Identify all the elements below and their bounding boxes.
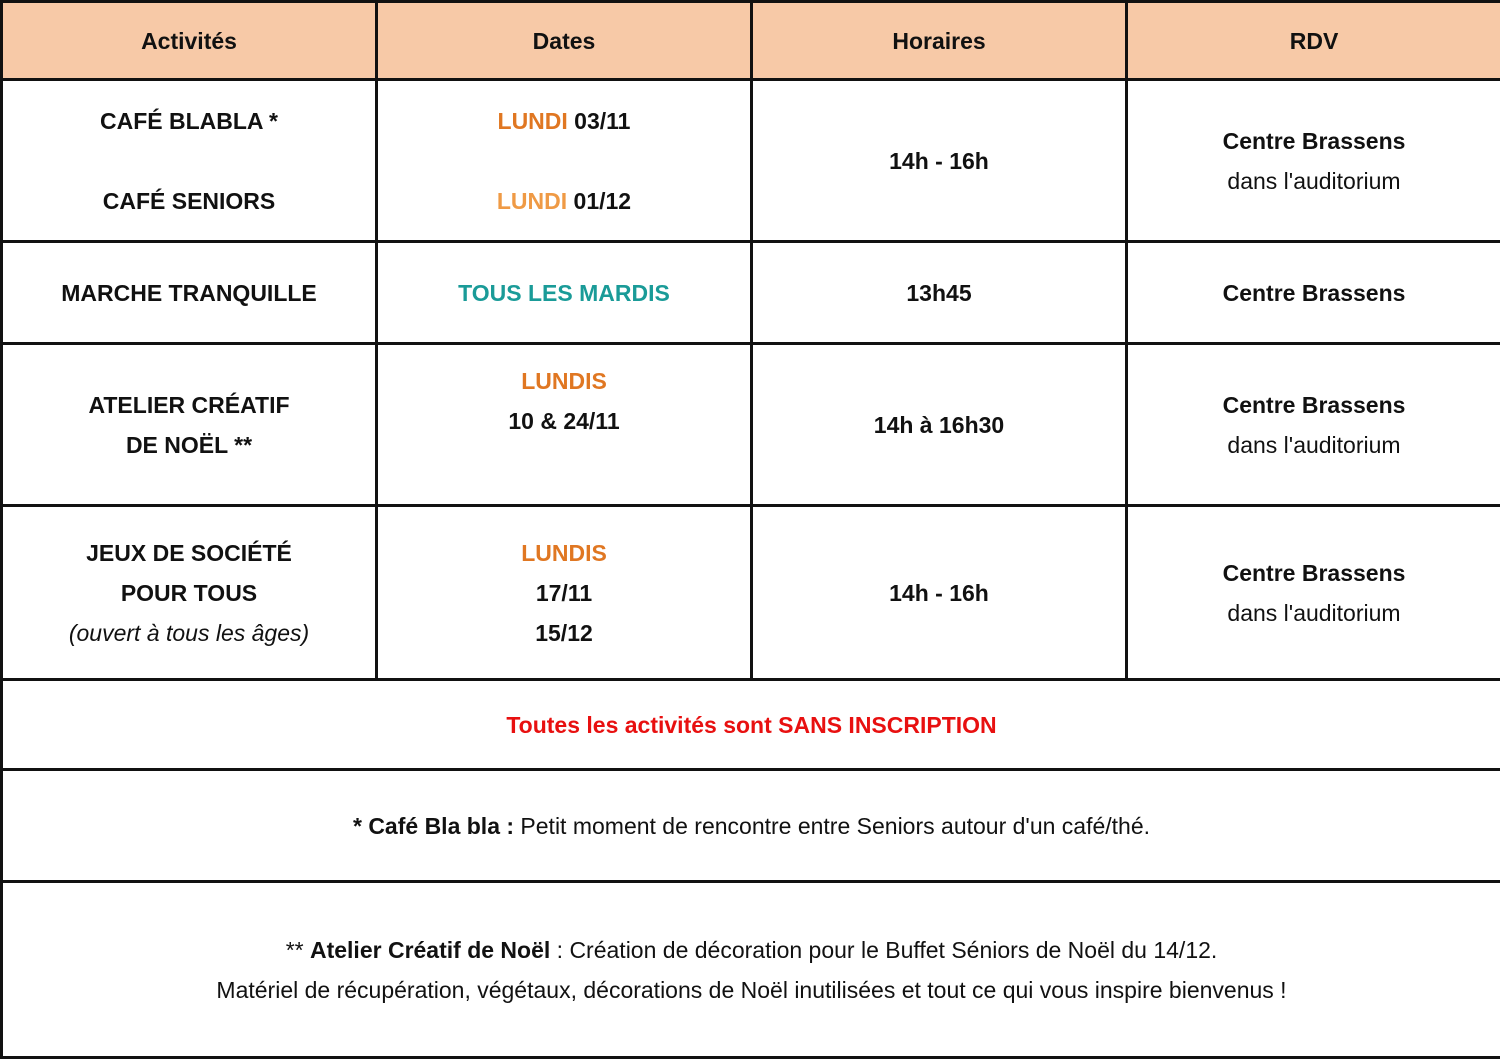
rdv-cell: Centre Brassens [1127, 242, 1500, 344]
horaire-cell: 13h45 [752, 242, 1127, 344]
header-rdv: RDV [1127, 2, 1500, 80]
activity-note: (ouvert à tous les âges) [9, 613, 369, 653]
activity-name: CAFÉ SENIORS [9, 181, 369, 221]
day-label: LUNDI [498, 108, 568, 134]
rdv-place: Centre Brassens [1134, 121, 1494, 161]
dates-cell: TOUS LES MARDIS [377, 242, 752, 344]
footnote-row [2, 770, 1500, 882]
header-activites: Activités [2, 2, 377, 80]
activity-cell: MARCHE TRANQUILLE [2, 242, 377, 344]
activity-cell [2, 506, 377, 680]
date-value: 17/11 [384, 573, 744, 613]
activity-cell [2, 344, 377, 506]
footnote-text: : Création de décoration pour le Buffet Séniors de Noël du 14/12. [550, 937, 1217, 963]
dates-cell [377, 344, 752, 506]
footnote-prefix: ** [286, 937, 310, 963]
header-row [2, 2, 1500, 80]
footnote-cafe-blabla [2, 770, 1500, 882]
horaire-cell: 14h - 16h [752, 506, 1127, 680]
date-value: 15/12 [384, 613, 744, 653]
rdv-detail: dans l'auditorium [1134, 161, 1494, 201]
table-row [2, 344, 1500, 506]
rdv-detail: dans l'auditorium [1134, 593, 1494, 633]
header-dates: Dates [377, 2, 752, 80]
dates-cell [377, 80, 752, 242]
dates-cell [377, 506, 752, 680]
activity-name: POUR TOUS [9, 573, 369, 613]
rdv-detail: dans l'auditorium [1134, 425, 1494, 465]
activity-name: JEUX DE SOCIÉTÉ [9, 533, 369, 573]
table-row [2, 506, 1500, 680]
footnote-label: * Café Bla bla : [353, 813, 514, 839]
date-value: 03/11 [568, 108, 631, 134]
footnote-atelier-noel [2, 882, 1500, 1058]
activity-cell [2, 80, 377, 242]
footnote-text: Petit moment de rencontre entre Seniors autour d'un café/thé. [514, 813, 1150, 839]
rdv-place: Centre Brassens [1134, 553, 1494, 593]
date-value: 01/12 [567, 188, 631, 214]
table-row [2, 242, 1500, 344]
footnote-line [9, 930, 1494, 970]
footnote-line-2: Matériel de récupération, végétaux, décorations de Noël inutilisées et tout ce qui vous inspire bienvenus ! [9, 970, 1494, 1010]
date-value: 10 & 24/11 [384, 401, 744, 441]
horaire-cell: 14h - 16h [752, 80, 1127, 242]
rdv-place: Centre Brassens [1134, 385, 1494, 425]
rdv-cell [1127, 344, 1500, 506]
date-entry [384, 101, 744, 141]
activity-name: DE NOËL ** [9, 425, 369, 465]
no-registration-notice: Toutes les activités sont SANS INSCRIPTION [2, 680, 1500, 770]
rdv-cell [1127, 506, 1500, 680]
day-label: LUNDI [497, 188, 567, 214]
footnote-label: Atelier Créatif de Noël [310, 937, 550, 963]
table-row [2, 80, 1500, 242]
date-entry [384, 181, 744, 221]
activity-name: ATELIER CRÉATIF [9, 385, 369, 425]
day-label: LUNDIS [384, 361, 744, 401]
activity-name: CAFÉ BLABLA * [9, 101, 369, 141]
header-horaires: Horaires [752, 2, 1127, 80]
horaire-cell: 14h à 16h30 [752, 344, 1127, 506]
rdv-cell [1127, 80, 1500, 242]
day-label: LUNDIS [384, 533, 744, 573]
notice-row [2, 680, 1500, 770]
footnote-row [2, 882, 1500, 1058]
